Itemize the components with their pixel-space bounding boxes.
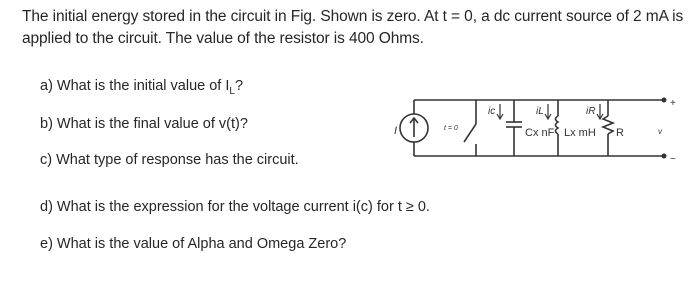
switch-blade (464, 124, 476, 142)
plus-sign: + (670, 98, 676, 109)
resistor-label: R (616, 127, 624, 139)
minus-sign: − (670, 154, 676, 165)
label-ic: ic (488, 106, 496, 117)
inductor-coil (556, 116, 559, 134)
circuit-diagram (388, 84, 688, 184)
resistor-zigzag (603, 116, 613, 134)
question-e: e) What is the value of Alpha and Omega Zero? (40, 236, 347, 252)
source-label: I (394, 125, 398, 137)
capacitor-label: Cx nF (525, 127, 555, 139)
label-ir: iR (586, 106, 596, 117)
question-a-subscript: L (229, 85, 235, 97)
question-a (40, 76, 243, 102)
question-a-suffix: ? (234, 78, 244, 94)
question-c: c) What type of response has the circuit. (40, 152, 299, 168)
switch-label: t = 0 (444, 125, 458, 132)
terminal-top (662, 98, 667, 103)
question-b: b) What is the final value of v(t)? (40, 116, 248, 132)
problem-line-1: The initial energy stored in the circuit in Fig. Shown is zero. At t = 0, a dc current source of 2 mA is (22, 8, 684, 25)
problem-line-2: applied to the circuit. The value of the resistor is 400 Ohms. (22, 30, 424, 47)
terminal-bottom (662, 154, 667, 159)
question-a-text: a) What is the initial value of I (40, 78, 230, 94)
problem-statement (22, 6, 692, 50)
voltage-label: v (658, 127, 662, 136)
question-d: d) What is the expression for the voltage current i(c) for t ≥ 0. (40, 199, 430, 215)
label-il: iL (536, 106, 544, 117)
inductor-label: Lx mH (564, 127, 596, 139)
